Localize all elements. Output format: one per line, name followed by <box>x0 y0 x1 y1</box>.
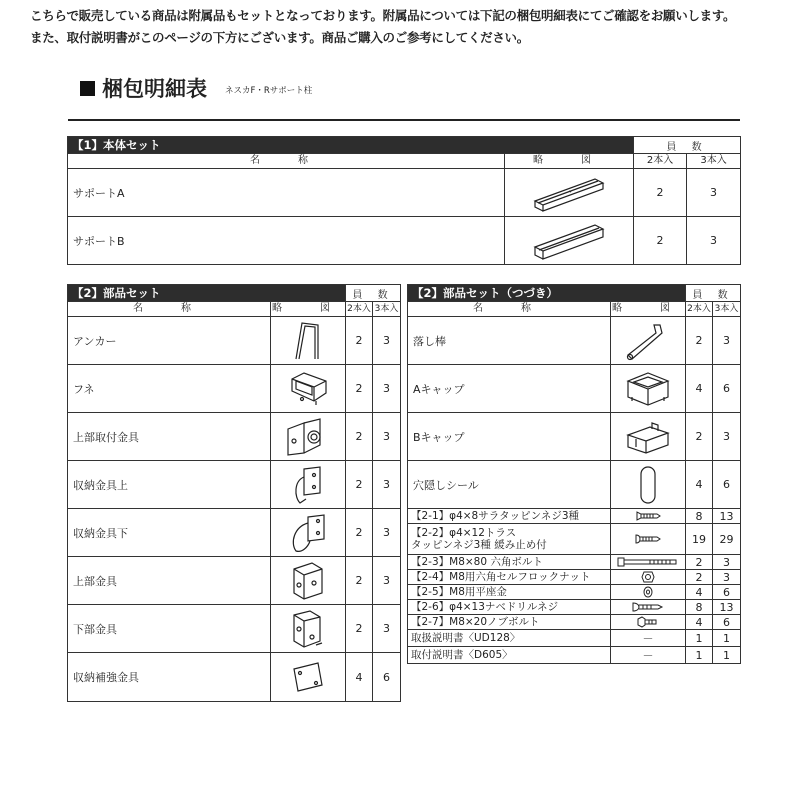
count-2: 2 <box>686 413 713 461</box>
count-3: 6 <box>713 461 741 509</box>
item-name: フネ <box>68 365 271 413</box>
count-3: 6 <box>713 615 741 630</box>
count-3: 13 <box>713 509 741 524</box>
table-row <box>408 600 741 615</box>
item-name: 収納金具下 <box>68 509 271 557</box>
diagram-column-header: 略 図 <box>271 302 346 317</box>
count-2: 4 <box>686 461 713 509</box>
count-3: 3 <box>373 557 401 605</box>
count-2: 4 <box>686 585 713 600</box>
count-3: 3 <box>713 555 741 570</box>
pan-drill-screw-icon <box>611 600 686 615</box>
storage-bracket-lower-icon <box>271 509 346 557</box>
col-2pcs-header: 2本入 <box>686 302 713 317</box>
table-row <box>68 653 401 702</box>
table-row <box>68 509 401 557</box>
hole-cover-seal-icon <box>611 461 686 509</box>
table-row <box>408 461 741 509</box>
count-2: 2 <box>346 461 373 509</box>
count-3: 1 <box>713 647 741 664</box>
storage-reinforce-bracket-icon <box>271 653 346 702</box>
count-header: 員 数 <box>686 285 741 302</box>
count-3: 3 <box>687 217 741 265</box>
name-column-header: 名 称 <box>68 302 271 317</box>
col-3pcs-header: 3本入 <box>373 302 401 317</box>
section-header: 【2】部品セット（つづき） <box>408 285 686 302</box>
b-cap-icon <box>611 413 686 461</box>
count-3: 3 <box>373 461 401 509</box>
item-name: Aキャップ <box>408 365 611 413</box>
count-2: 4 <box>346 653 373 702</box>
item-name: 【2-1】φ4×8サラタッピンネジ3種 <box>408 509 611 524</box>
diagram-column-header: 略 図 <box>611 302 686 317</box>
item-name: 穴隠しシール <box>408 461 611 509</box>
item-name: サポートA <box>68 169 505 217</box>
page-title: 梱包明細表 <box>102 77 207 101</box>
table-row <box>68 557 401 605</box>
item-name <box>408 524 611 555</box>
count-2: 8 <box>686 509 713 524</box>
item-name: 下部金具 <box>68 605 271 653</box>
item-name: 落し棒 <box>408 317 611 365</box>
count-2: 8 <box>686 600 713 615</box>
table-row <box>68 317 401 365</box>
table-row <box>68 605 401 653</box>
table-row <box>68 461 401 509</box>
table-row <box>408 570 741 585</box>
table-row <box>408 317 741 365</box>
col-3pcs-header: 3本入 <box>687 154 741 169</box>
item-name: アンカー <box>68 317 271 365</box>
drop-rod-icon <box>611 317 686 365</box>
count-2: 2 <box>686 317 713 365</box>
item-name: 【2-4】M8用六角セルフロックナット <box>408 570 611 585</box>
count-2: 2 <box>686 570 713 585</box>
item-name: 収納補強金具 <box>68 653 271 702</box>
storage-bracket-upper-icon <box>271 461 346 509</box>
item-name: 上部金具 <box>68 557 271 605</box>
count-2: 2 <box>346 557 373 605</box>
col-3pcs-header: 3本入 <box>713 302 741 317</box>
title-square-icon <box>80 81 95 96</box>
packing-list-title <box>80 72 312 102</box>
title-divider <box>68 119 740 121</box>
table-row <box>408 585 741 600</box>
intro-line-1: こちらで販売している商品は附属品もセットとなっております。附属品については下記の梱包明細表にてご確認をお願いします。 <box>30 8 736 23</box>
section-header: 【1】本体セット <box>68 137 634 154</box>
name-column-header: 名 称 <box>68 154 505 169</box>
main-body-set-table <box>67 136 741 265</box>
table-row <box>408 365 741 413</box>
flat-tapping-screw-icon <box>611 509 686 524</box>
item-name: サポートB <box>68 217 505 265</box>
fune-icon <box>271 365 346 413</box>
item-name: 収納金具上 <box>68 461 271 509</box>
table-row <box>408 630 741 647</box>
count-3: 3 <box>373 605 401 653</box>
table-row <box>408 524 741 555</box>
count-2: 2 <box>346 365 373 413</box>
table-row <box>408 555 741 570</box>
count-2: 2 <box>346 317 373 365</box>
item-name: 取付説明書〈D605〉 <box>408 647 611 664</box>
table-row <box>68 217 741 265</box>
page-subtitle: ネスカF・Rサポート柱 <box>225 86 313 96</box>
col-2pcs-header: 2本入 <box>634 154 687 169</box>
count-3: 1 <box>713 630 741 647</box>
col-2pcs-header: 2本入 <box>346 302 373 317</box>
no-diagram-dash: － <box>611 630 686 647</box>
parts-set-table <box>67 284 401 702</box>
count-2: 2 <box>686 555 713 570</box>
table-row <box>408 509 741 524</box>
parts-set-continued-table <box>407 284 741 664</box>
count-3: 29 <box>713 524 741 555</box>
support-a-icon <box>505 169 634 217</box>
support-b-icon <box>505 217 634 265</box>
table-row <box>408 413 741 461</box>
a-cap-icon <box>611 365 686 413</box>
lower-bracket-icon <box>271 605 346 653</box>
count-3: 3 <box>373 413 401 461</box>
count-3: 3 <box>373 317 401 365</box>
anchor-icon <box>271 317 346 365</box>
knob-bolt-icon <box>611 615 686 630</box>
table-row <box>408 615 741 630</box>
count-3: 3 <box>713 413 741 461</box>
upper-bracket-icon <box>271 557 346 605</box>
count-2: 1 <box>686 630 713 647</box>
item-name: 【2-5】M8用平座金 <box>408 585 611 600</box>
self-lock-nut-icon <box>611 570 686 585</box>
count-2: 2 <box>346 509 373 557</box>
item-name: 上部取付金具 <box>68 413 271 461</box>
count-2: 2 <box>346 605 373 653</box>
count-header: 員 数 <box>346 285 401 302</box>
truss-tapping-screw-icon <box>611 524 686 555</box>
count-3: 3 <box>687 169 741 217</box>
count-3: 3 <box>713 570 741 585</box>
count-3: 6 <box>713 585 741 600</box>
count-2: 4 <box>686 365 713 413</box>
count-header: 員 数 <box>634 137 741 154</box>
table-row <box>408 647 741 664</box>
item-name-line-2: タッピンネジ3種 緩み止め付 <box>411 539 547 551</box>
table-row <box>68 169 741 217</box>
count-2: 4 <box>686 615 713 630</box>
table-row <box>68 365 401 413</box>
no-diagram-dash: － <box>611 647 686 664</box>
item-name: 【2-3】M8×80 六角ボルト <box>408 555 611 570</box>
count-2: 19 <box>686 524 713 555</box>
count-3: 3 <box>373 509 401 557</box>
count-2: 2 <box>346 413 373 461</box>
count-2: 2 <box>634 169 687 217</box>
item-name: 【2-7】M8×20ノブボルト <box>408 615 611 630</box>
count-3: 6 <box>713 365 741 413</box>
item-name: Bキャップ <box>408 413 611 461</box>
table-row <box>68 413 401 461</box>
count-3: 13 <box>713 600 741 615</box>
diagram-column-header: 略 図 <box>505 154 634 169</box>
flat-washer-icon <box>611 585 686 600</box>
upper-mount-bracket-icon <box>271 413 346 461</box>
count-3: 6 <box>373 653 401 702</box>
hex-bolt-icon <box>611 555 686 570</box>
intro-line-2: また、取付説明書がこのページの下方にございます。商品ご購入のご参考にしてください。 <box>30 30 529 45</box>
count-3: 3 <box>713 317 741 365</box>
item-name: 【2-6】φ4×13ナベドリルネジ <box>408 600 611 615</box>
count-3: 3 <box>373 365 401 413</box>
item-name-line-1: 【2-2】φ4×12トラス <box>411 527 517 539</box>
item-name: 取扱説明書〈UD128〉 <box>408 630 611 647</box>
count-2: 1 <box>686 647 713 664</box>
section-header: 【2】部品セット <box>68 285 346 302</box>
name-column-header: 名 称 <box>408 302 611 317</box>
count-2: 2 <box>634 217 687 265</box>
